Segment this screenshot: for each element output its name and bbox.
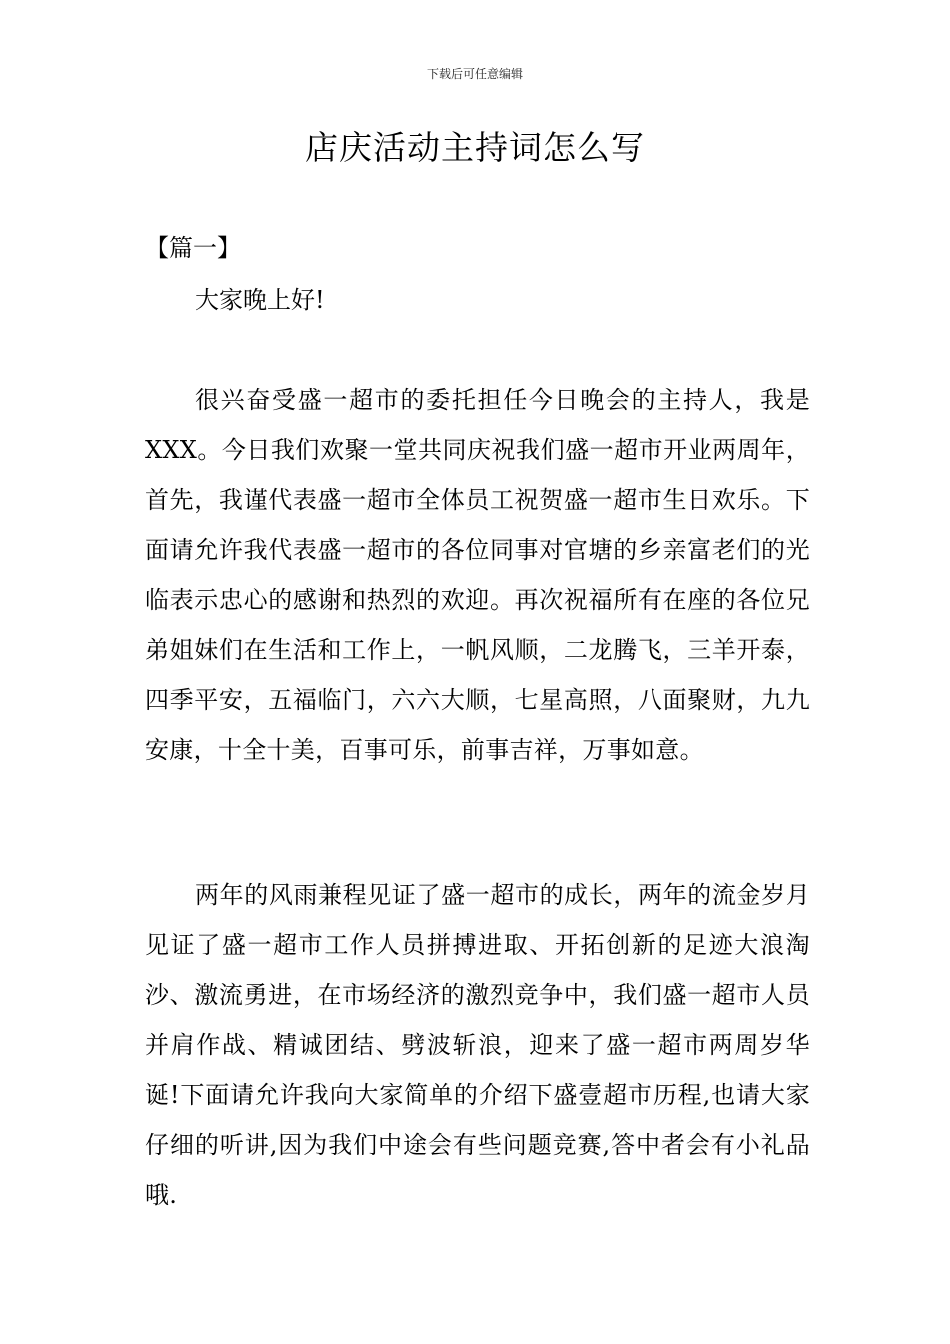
greeting-line: 大家晚上好!	[195, 286, 325, 314]
section-label: 【篇一】	[145, 234, 241, 262]
header-note: 下载后可任意编辑	[426, 67, 523, 81]
paragraph-1: 很兴奋受盛一超市的委托担任今日晚会的主持人，我是XXX。今日我们欢聚一堂共同庆祝我们盛一超市开业两周年，首先，我谨代表盛一超市全体员工祝贺盛一超市生日欢乐。下面请允许我代表盛一超市的各位同事对官塘的乡亲富老们的光临表示忠心的感谢和热烈的欢迎。再次祝福所有在座的各位兄弟姐妹们在生活和工作上，一帆风顺，二龙腾飞，三羊开泰，四季平安，五福临门，六六大顺，七星高照，八面聚财，九九安康，十全十美，百事可乐，前事吉祥，万事如意。	[145, 386, 810, 764]
document-title: 店庆活动主持词怎么写	[305, 128, 645, 167]
paragraph-2: 两年的风雨兼程见证了盛一超市的成长，两年的流金岁月见证了盛一超市工作人员拼搏进取、开拓创新的足迹大浪淘沙、激流勇进，在市场经济的激烈竞争中，我们盛一超市人员并肩作战、精诚团结、劈波斩浪，迎来了盛一超市两周岁华诞!下面请允许我向大家简单的介绍下盛壹超市历程,也请大家仔细的听讲,因为我们中途会有些问题竞赛,答中者会有小礼品哦.	[145, 881, 810, 1209]
